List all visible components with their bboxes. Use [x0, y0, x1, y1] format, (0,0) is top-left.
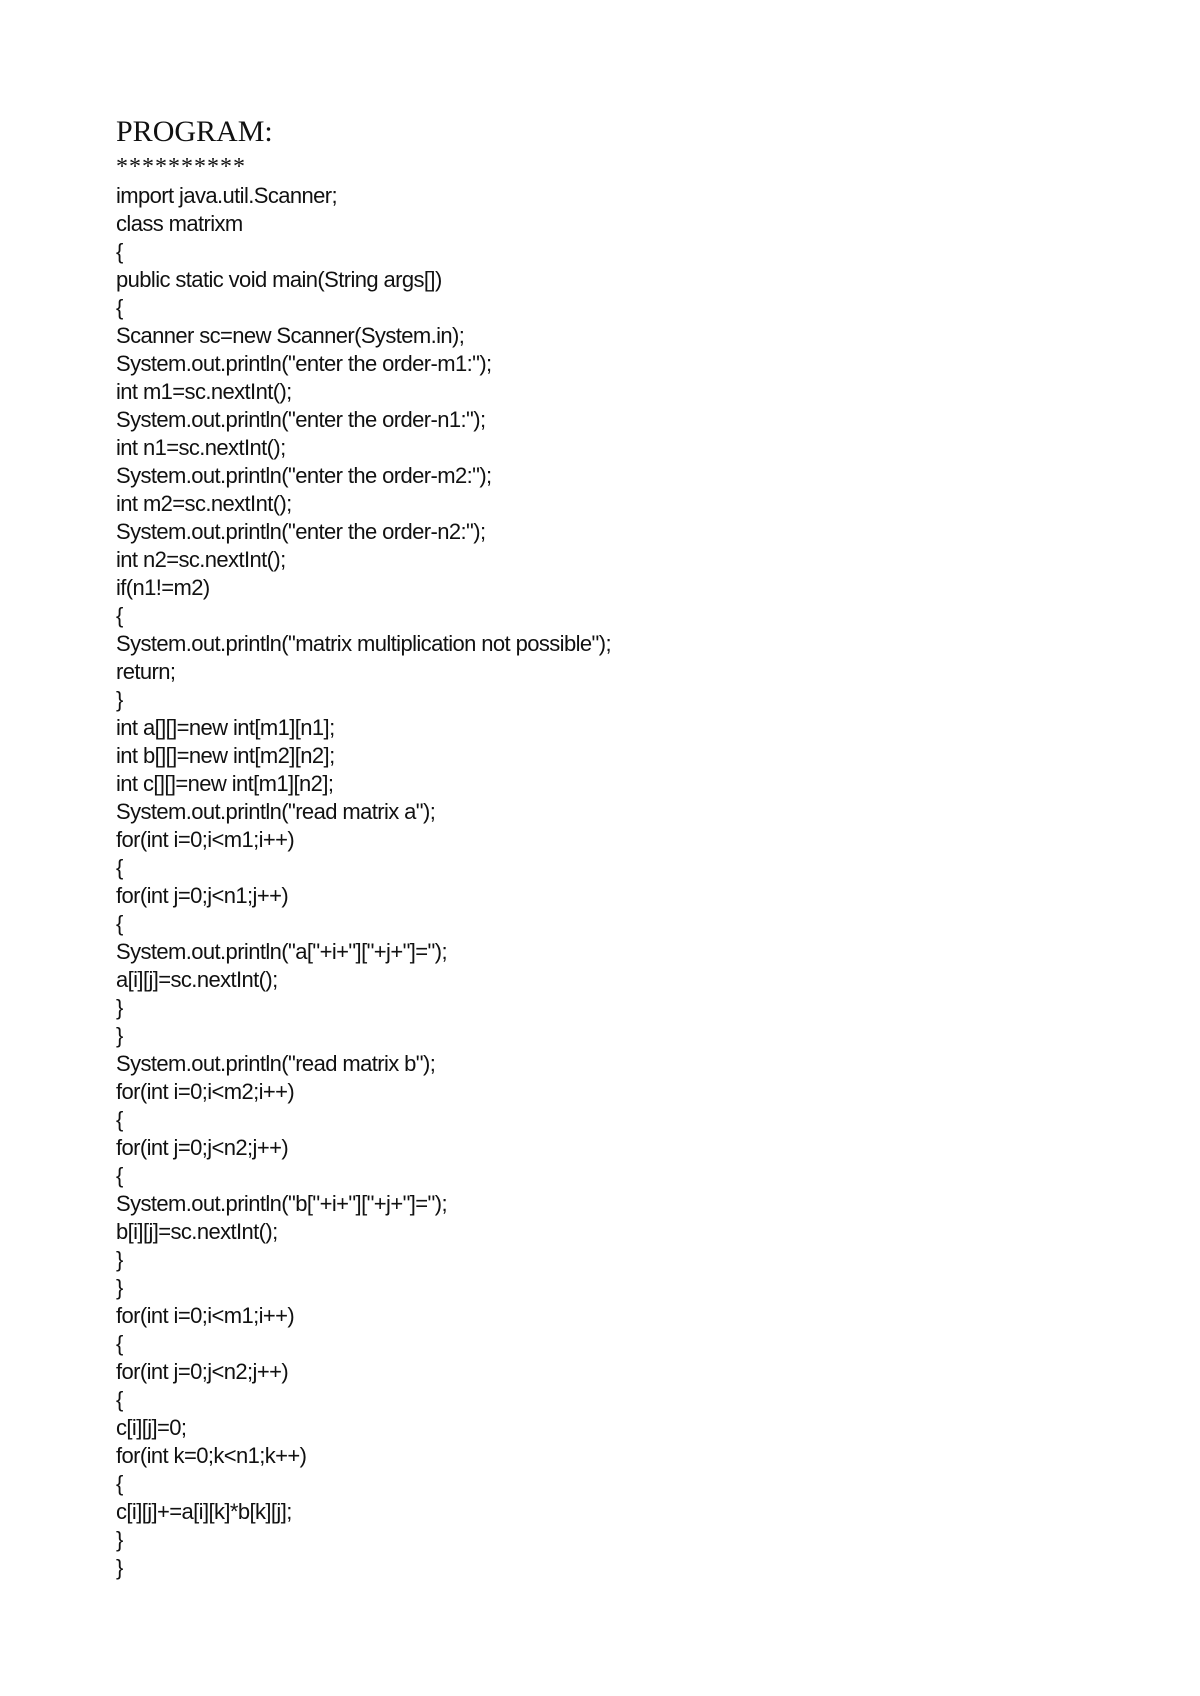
code-line: }	[116, 1023, 123, 1048]
code-line: int a[][]=new int[m1][n1];	[116, 715, 335, 740]
code-line: }	[116, 1555, 123, 1580]
code-line: int n2=sc.nextInt();	[116, 547, 286, 572]
code-line: int m2=sc.nextInt();	[116, 491, 292, 516]
code-line: {	[116, 1471, 123, 1496]
code-line: c[i][j]+=a[i][k]*b[k][j];	[116, 1499, 292, 1524]
code-line: for(int j=0;j<n2;j++)	[116, 1135, 289, 1160]
code-line: c[i][j]=0;	[116, 1415, 187, 1440]
code-line: import java.util.Scanner;	[116, 183, 337, 208]
code-line: int c[][]=new int[m1][n2];	[116, 771, 334, 796]
code-line: {	[116, 855, 123, 880]
code-line: b[i][j]=sc.nextInt();	[116, 1219, 278, 1244]
code-line: for(int i=0;i<m1;i++)	[116, 827, 295, 852]
code-line: a[i][j]=sc.nextInt();	[116, 967, 278, 992]
code-line: for(int i=0;i<m1;i++)	[116, 1303, 295, 1328]
code-line: return;	[116, 659, 176, 684]
code-line: {	[116, 911, 123, 936]
code-line: {	[116, 1387, 123, 1412]
code-line: public static void main(String args[])	[116, 267, 442, 292]
code-line: int n1=sc.nextInt();	[116, 435, 286, 460]
code-line: System.out.println("enter the order-m2:");	[116, 463, 492, 488]
document-content	[116, 112, 1116, 1582]
code-line: System.out.println("matrix multiplication not possible");	[116, 631, 611, 656]
page-heading: PROGRAM:	[116, 115, 273, 148]
code-line: {	[116, 295, 123, 320]
code-line: if(n1!=m2)	[116, 575, 210, 600]
code-line: int b[][]=new int[m2][n2];	[116, 743, 335, 768]
code-line: }	[116, 995, 123, 1020]
code-line: {	[116, 603, 123, 628]
code-line: }	[116, 1275, 123, 1300]
code-line: int m1=sc.nextInt();	[116, 379, 292, 404]
code-line: for(int j=0;j<n2;j++)	[116, 1359, 289, 1384]
code-line: for(int i=0;i<m2;i++)	[116, 1079, 295, 1104]
code-line: class matrixm	[116, 211, 243, 236]
code-line: System.out.println("enter the order-n2:");	[116, 519, 486, 544]
code-line: for(int k=0;k<n1;k++)	[116, 1443, 307, 1468]
code-line: {	[116, 1331, 123, 1356]
heading-separator: **********	[116, 154, 246, 180]
code-line: }	[116, 687, 123, 712]
code-line: }	[116, 1247, 123, 1272]
code-block	[116, 182, 1116, 1582]
code-line: System.out.println("read matrix b");	[116, 1051, 436, 1076]
code-line: System.out.println("b["+i+"]["+j+"]=");	[116, 1191, 447, 1216]
code-line: System.out.println("enter the order-n1:");	[116, 407, 486, 432]
code-line: System.out.println("enter the order-m1:");	[116, 351, 492, 376]
code-line: Scanner sc=new Scanner(System.in);	[116, 323, 465, 348]
code-line: }	[116, 1527, 123, 1552]
code-line: for(int j=0;j<n1;j++)	[116, 883, 289, 908]
code-line: {	[116, 239, 123, 264]
code-line: System.out.println("a["+i+"]["+j+"]=");	[116, 939, 447, 964]
code-line: {	[116, 1107, 123, 1132]
code-line: {	[116, 1163, 123, 1188]
code-line: System.out.println("read matrix a");	[116, 799, 436, 824]
